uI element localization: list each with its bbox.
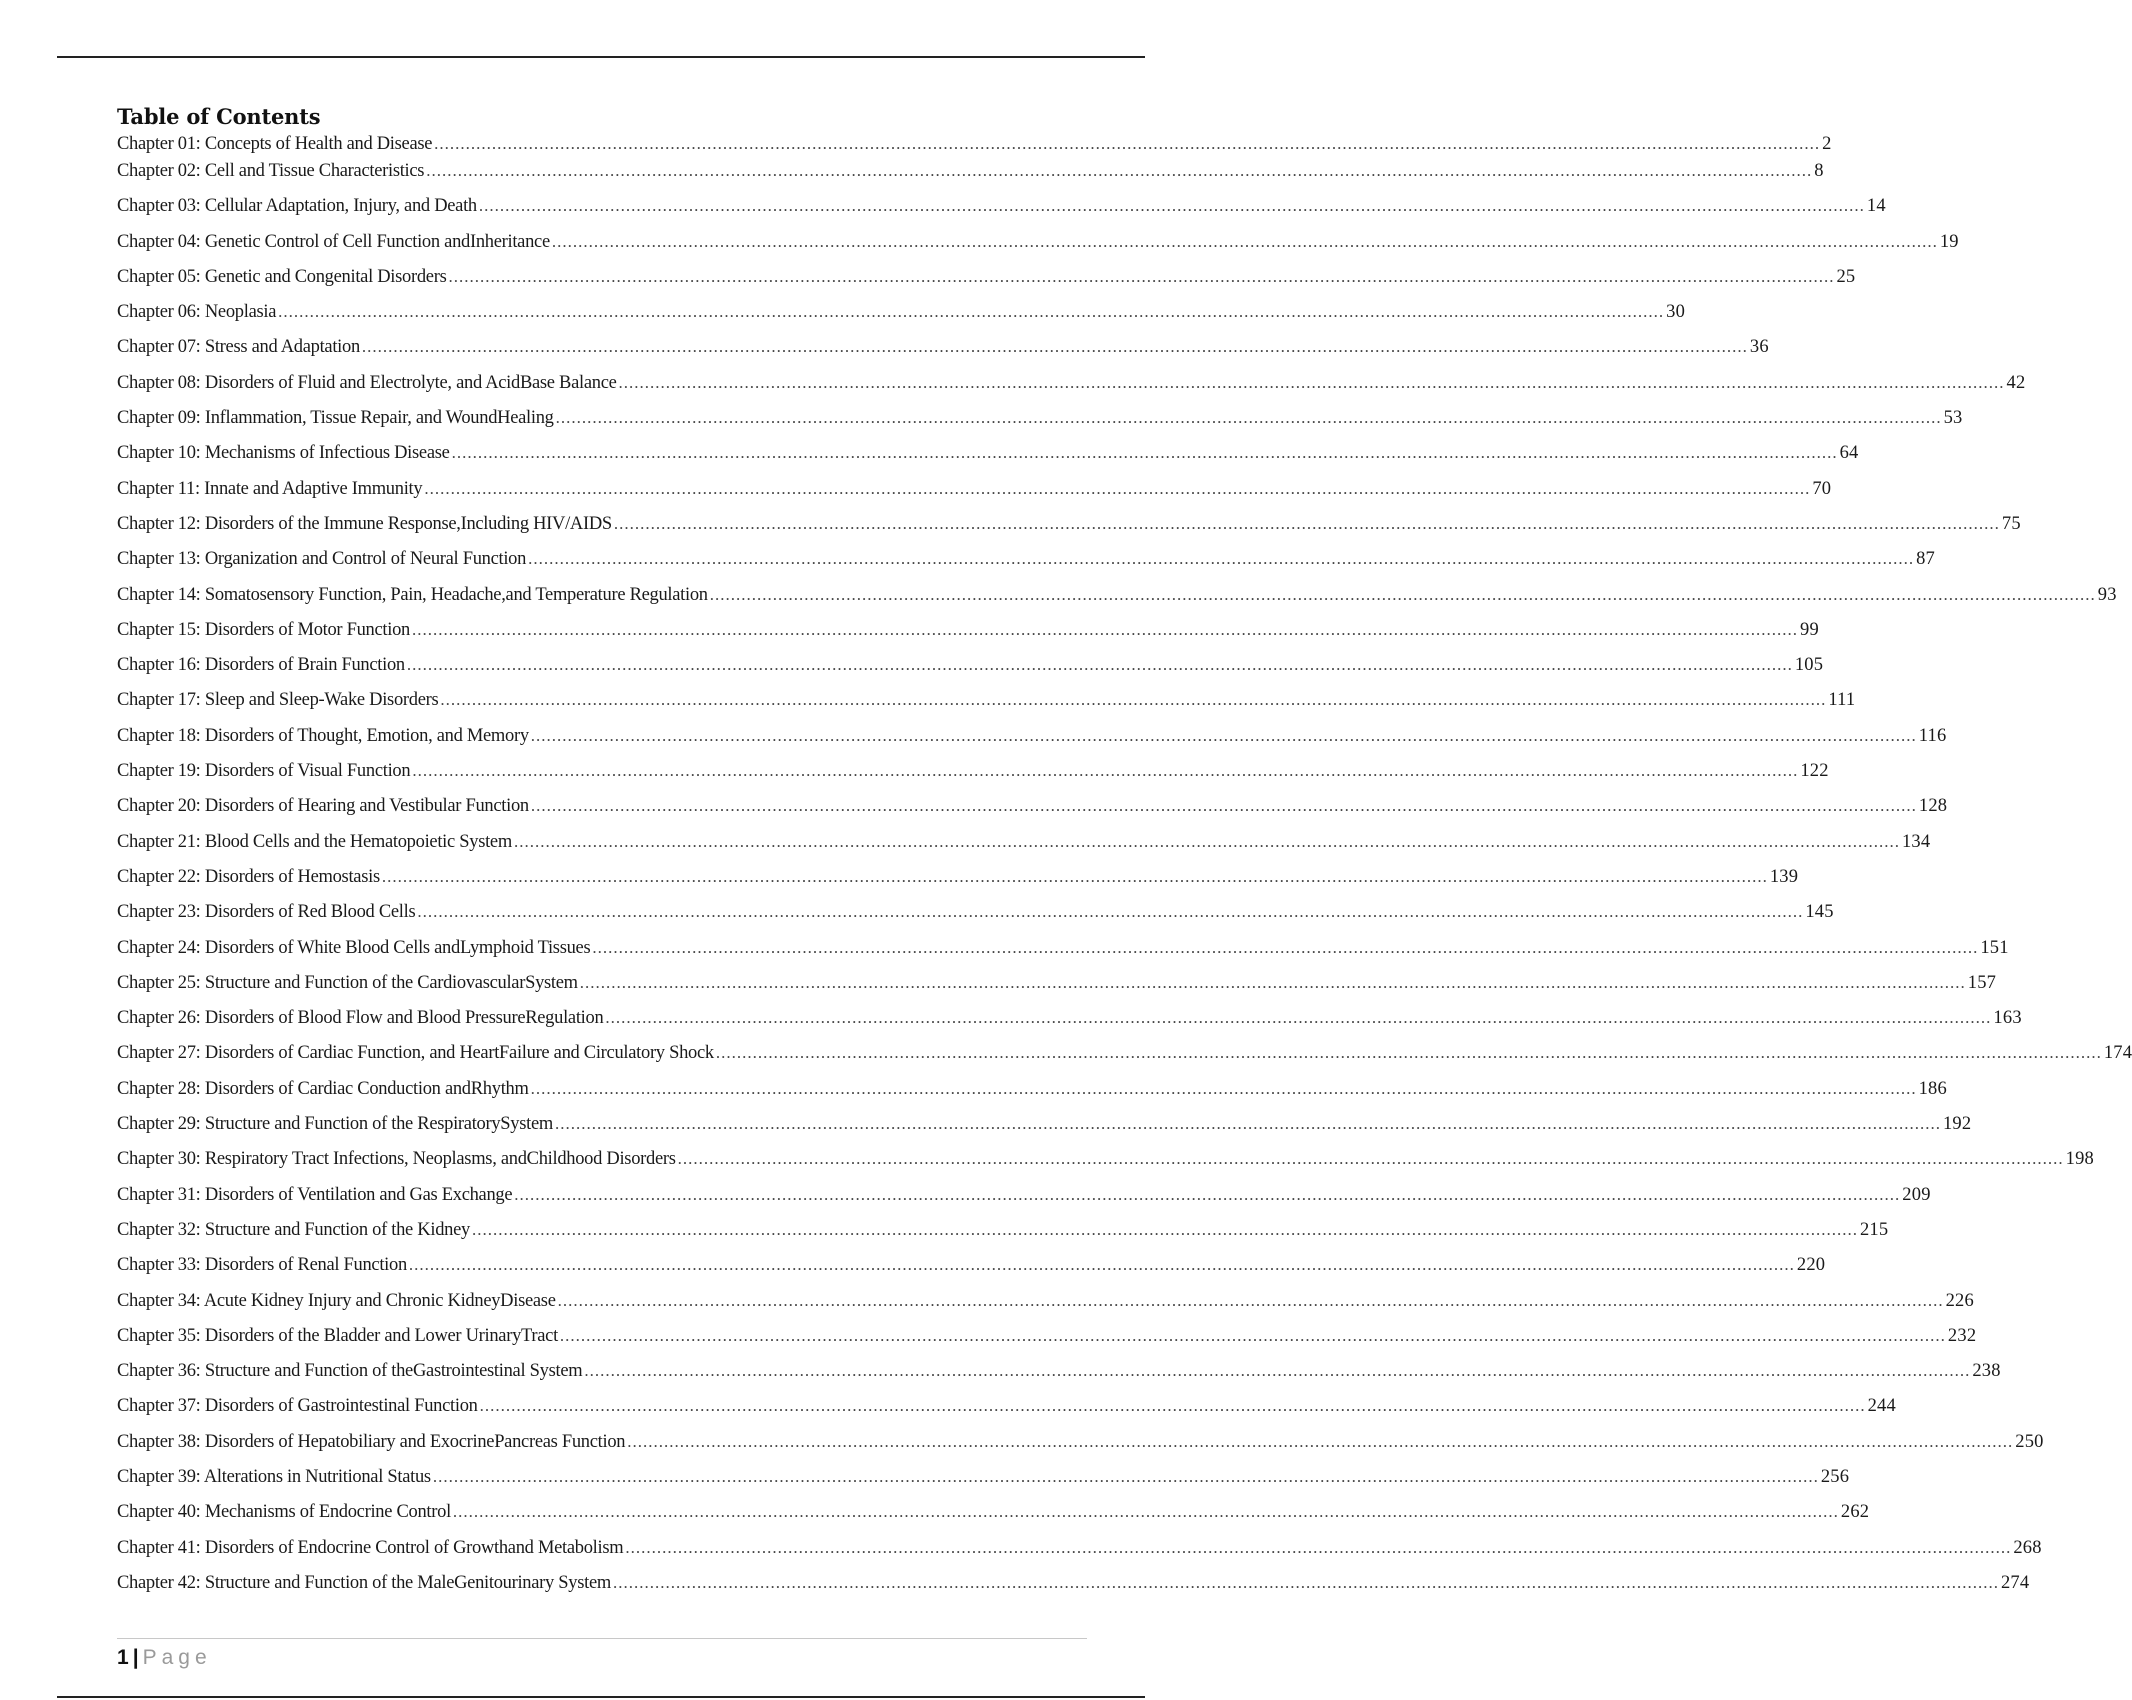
footer-page-label: Page: [142, 1646, 212, 1669]
toc-entry[interactable]: [117, 545, 1935, 580]
toc-dot-leader: [472, 1216, 1858, 1244]
header-rule: [57, 56, 1145, 58]
toc-entry[interactable]: [117, 1498, 1870, 1533]
toc-entry-page: 186: [1918, 1078, 1947, 1099]
toc-entry-page: 64: [1839, 443, 1859, 464]
toc-entry-page: 25: [1836, 266, 1856, 287]
toc-entry-page: 163: [1993, 1008, 2022, 1029]
toc-dot-leader: [453, 1498, 1839, 1526]
toc-entry[interactable]: [117, 722, 1947, 757]
toc-entry-label: Chapter 23: Disorders of Red Blood Cells: [117, 902, 416, 923]
toc-dot-leader: [452, 439, 1838, 467]
toc-entry-label: Chapter 31: Disorders of Ventilation and Gas Exchange: [117, 1184, 513, 1205]
toc-entry[interactable]: [117, 130, 1832, 157]
toc-entry[interactable]: [117, 1357, 2001, 1392]
toc-entry[interactable]: [117, 228, 1959, 263]
toc-entry-page: 128: [1918, 796, 1948, 817]
toc-dot-leader: [448, 263, 1834, 291]
toc-dot-leader: [531, 792, 1917, 820]
toc-entry-label: Chapter 37: Disorders of Gastrointestinal Function: [117, 1396, 478, 1417]
toc-entry-label: Chapter 17: Sleep and Sleep-Wake Disorders: [117, 690, 439, 711]
toc-dot-leader: [412, 757, 1798, 785]
toc-entry[interactable]: [117, 475, 1832, 510]
toc-entry[interactable]: [117, 651, 1824, 686]
toc-entry[interactable]: [117, 1039, 2132, 1074]
toc-entry[interactable]: [117, 1004, 2022, 1039]
toc-title: Table of Contents: [117, 104, 321, 129]
toc-dot-leader: [580, 969, 1966, 997]
toc-dot-leader: [584, 1357, 1970, 1385]
toc-entry-label: Chapter 18: Disorders of Thought, Emotion, and Memory: [117, 725, 529, 746]
toc-dot-leader: [382, 863, 1768, 891]
toc-entry-label: Chapter 11: Innate and Adaptive Immunity: [117, 478, 423, 499]
toc-dot-leader: [514, 828, 1900, 856]
toc-entry-page: 105: [1794, 655, 1824, 676]
toc-dot-leader: [531, 722, 1917, 750]
toc-entry[interactable]: [117, 1110, 1972, 1145]
toc-entry-label: Chapter 27: Disorders of Cardiac Function, and HeartFailure and Circulatory Shock: [117, 1043, 714, 1064]
toc-dot-leader: [278, 298, 1664, 326]
toc-dot-leader: [619, 369, 2005, 397]
toc-entry-label: Chapter 13: Organization and Control of Neural Function: [117, 549, 527, 570]
toc-entry-page: 2: [1822, 134, 1832, 154]
bottom-rule: [57, 1696, 1145, 1698]
toc-entry-page: 226: [1945, 1290, 1974, 1311]
toc-dot-leader: [710, 581, 2096, 609]
toc-entry-label: Chapter 08: Disorders of Fluid and Electrolyte, and AcidBase Balance: [117, 372, 617, 393]
toc-entry-page: 244: [1867, 1396, 1896, 1417]
toc-dot-leader: [625, 1534, 2011, 1562]
toc-entry-label: Chapter 40: Mechanisms of Endocrine Control: [117, 1502, 451, 1523]
toc-entry[interactable]: [117, 934, 2009, 969]
toc-entry[interactable]: [117, 792, 1948, 827]
toc-entry-page: 93: [2097, 584, 2117, 605]
toc-entry[interactable]: [117, 1181, 1931, 1216]
toc-dot-leader: [556, 404, 1942, 432]
toc-entry-page: 36: [1749, 337, 1769, 358]
toc-entry[interactable]: [117, 898, 1834, 933]
toc-entry[interactable]: [117, 263, 1856, 298]
toc-list: [117, 130, 2132, 1604]
toc-dot-leader: [552, 228, 1938, 256]
toc-entry-label: Chapter 19: Disorders of Visual Function: [117, 761, 411, 782]
toc-dot-leader: [424, 475, 1810, 503]
toc-entry[interactable]: [117, 333, 1769, 368]
toc-entry[interactable]: [117, 192, 1886, 227]
toc-entry-label: Chapter 32: Structure and Function of the Kidney: [117, 1219, 470, 1240]
toc-entry-label: Chapter 01: Concepts of Health and Disease: [117, 134, 433, 154]
toc-entry-page: 139: [1769, 866, 1799, 887]
toc-entry-label: Chapter 14: Somatosensory Function, Pain, Headache,and Temperature Regulation: [117, 584, 708, 605]
toc-entry-page: 274: [2000, 1572, 2030, 1593]
page-footer: [117, 1645, 212, 1671]
toc-dot-leader: [716, 1039, 2102, 1067]
toc-entry-label: Chapter 34: Acute Kidney Injury and Chronic KidneyDisease: [117, 1290, 556, 1311]
toc-entry-page: 268: [2013, 1537, 2042, 1558]
toc-entry-label: Chapter 33: Disorders of Renal Function: [117, 1255, 407, 1276]
toc-entry-label: Chapter 35: Disorders of the Bladder and Lower UrinaryTract: [117, 1325, 558, 1346]
toc-entry[interactable]: [117, 863, 1799, 898]
toc-entry[interactable]: [117, 828, 1931, 863]
toc-dot-leader: [412, 616, 1798, 644]
footer-separator: |: [132, 1646, 139, 1669]
toc-entry[interactable]: [117, 1287, 1974, 1322]
toc-entry-page: 111: [1828, 690, 1856, 711]
toc-entry[interactable]: [117, 969, 1997, 1004]
toc-dot-leader: [558, 1287, 1944, 1315]
toc-entry-label: Chapter 38: Disorders of Hepatobiliary and ExocrinePancreas Function: [117, 1431, 626, 1452]
footer-page-number: 1: [117, 1646, 129, 1669]
toc-entry-page: 220: [1796, 1255, 1826, 1276]
toc-dot-leader: [613, 1569, 1999, 1597]
toc-dot-leader: [614, 510, 2000, 538]
toc-entry-label: Chapter 15: Disorders of Motor Function: [117, 619, 410, 640]
toc-entry-label: Chapter 36: Structure and Function of theGastrointestinal System: [117, 1361, 583, 1382]
toc-dot-leader: [528, 545, 1914, 573]
toc-entry-label: Chapter 24: Disorders of White Blood Cells andLymphoid Tissues: [117, 937, 591, 958]
toc-entry-page: 8: [1814, 161, 1824, 181]
toc-entry-page: 19: [1939, 231, 1959, 252]
toc-entry-page: 134: [1901, 831, 1931, 852]
toc-entry-label: Chapter 28: Disorders of Cardiac Conduction andRhythm: [117, 1078, 529, 1099]
toc-entry[interactable]: [117, 439, 1859, 474]
toc-entry[interactable]: [117, 616, 1819, 651]
toc-dot-leader: [407, 651, 1793, 679]
toc-entry-page: 122: [1800, 761, 1829, 782]
toc-entry-label: Chapter 06: Neoplasia: [117, 302, 277, 323]
toc-entry-label: Chapter 02: Cell and Tissue Characteristics: [117, 161, 425, 181]
toc-entry-label: Chapter 09: Inflammation, Tissue Repair, and WoundHealing: [117, 408, 554, 429]
toc-entry-label: Chapter 04: Genetic Control of Cell Function andInheritance: [117, 231, 550, 252]
toc-entry-page: 256: [1820, 1466, 1850, 1487]
toc-dot-leader: [555, 1110, 1941, 1138]
toc-entry[interactable]: [117, 404, 1963, 439]
toc-entry-page: 145: [1805, 902, 1834, 923]
toc-dot-leader: [627, 1428, 2013, 1456]
toc-entry-page: 151: [1980, 937, 2009, 958]
toc-dot-leader: [434, 130, 1820, 158]
toc-entry[interactable]: [117, 1534, 2042, 1569]
toc-entry-label: Chapter 39: Alterations in Nutritional Status: [117, 1466, 431, 1487]
toc-entry-page: 262: [1840, 1502, 1870, 1523]
toc-entry-page: 30: [1666, 302, 1686, 323]
toc-entry-label: Chapter 26: Disorders of Blood Flow and Blood PressureRegulation: [117, 1008, 604, 1029]
toc-entry-label: Chapter 03: Cellular Adaptation, Injury, and Death: [117, 196, 477, 217]
toc-entry-page: 99: [1800, 619, 1819, 640]
toc-entry[interactable]: [117, 1216, 1889, 1251]
toc-entry[interactable]: [117, 1463, 1850, 1498]
toc-entry-label: Chapter 21: Blood Cells and the Hematopoietic System: [117, 831, 512, 852]
toc-dot-leader: [514, 1181, 1900, 1209]
toc-entry-page: 70: [1812, 478, 1832, 499]
toc-entry-page: 157: [1967, 972, 1997, 993]
toc-dot-leader: [409, 1251, 1795, 1279]
toc-entry-page: 174: [2103, 1043, 2132, 1064]
toc-dot-leader: [362, 333, 1748, 361]
toc-dot-leader: [678, 1145, 2064, 1173]
toc-entry-label: Chapter 07: Stress and Adaptation: [117, 337, 360, 358]
toc-entry-label: Chapter 16: Disorders of Brain Function: [117, 655, 405, 676]
toc-entry[interactable]: [117, 581, 2117, 616]
toc-entry-page: 232: [1947, 1325, 1977, 1346]
toc-dot-leader: [560, 1322, 1946, 1350]
toc-entry-page: 116: [1918, 725, 1947, 746]
toc-entry[interactable]: [117, 1251, 1826, 1286]
toc-entry-page: 87: [1916, 549, 1935, 570]
toc-entry[interactable]: [117, 1428, 2044, 1463]
toc-dot-leader: [417, 898, 1803, 926]
toc-entry[interactable]: [117, 1075, 1947, 1110]
toc-entry-label: Chapter 41: Disorders of Endocrine Control of Growthand Metabolism: [117, 1537, 624, 1558]
footer-rule: [117, 1638, 1087, 1639]
toc-entry[interactable]: [117, 1322, 1977, 1357]
toc-entry[interactable]: [117, 369, 2026, 404]
toc-dot-leader: [426, 157, 1812, 185]
toc-entry-page: 215: [1859, 1219, 1889, 1240]
toc-entry[interactable]: [117, 298, 1686, 333]
toc-entry-label: Chapter 42: Structure and Function of the MaleGenitourinary System: [117, 1572, 611, 1593]
table-of-contents: [117, 104, 2132, 1604]
toc-entry-label: Chapter 05: Genetic and Congenital Disorders: [117, 266, 447, 287]
toc-entry-page: 209: [1902, 1184, 1931, 1205]
toc-dot-leader: [433, 1463, 1819, 1491]
toc-entry-label: Chapter 30: Respiratory Tract Infections, Neoplasms, andChildhood Disorders: [117, 1149, 676, 1170]
toc-entry-page: 42: [2006, 372, 2026, 393]
toc-entry-page: 53: [1943, 408, 1963, 429]
toc-entry-label: Chapter 20: Disorders of Hearing and Vestibular Function: [117, 796, 529, 817]
toc-entry-label: Chapter 22: Disorders of Hemostasis: [117, 866, 380, 887]
toc-entry-page: 238: [1972, 1361, 2001, 1382]
toc-entry-label: Chapter 29: Structure and Function of the RespiratorySystem: [117, 1114, 553, 1135]
toc-entry[interactable]: [117, 686, 1856, 721]
toc-dot-leader: [440, 686, 1826, 714]
toc-entry-label: Chapter 10: Mechanisms of Infectious Disease: [117, 443, 450, 464]
toc-entry[interactable]: [117, 1145, 2094, 1180]
toc-dot-leader: [479, 192, 1865, 220]
toc-entry-page: 192: [1942, 1114, 1972, 1135]
toc-entry-page: 75: [2001, 513, 2021, 534]
toc-entry[interactable]: [117, 1392, 1896, 1427]
toc-entry-page: 198: [2065, 1149, 2094, 1170]
toc-entry[interactable]: [117, 157, 1824, 192]
toc-entry-label: Chapter 12: Disorders of the Immune Response,Including HIV/AIDS: [117, 513, 612, 534]
toc-dot-leader: [480, 1392, 1866, 1420]
toc-entry[interactable]: [117, 1569, 2030, 1604]
toc-entry-page: 250: [2015, 1431, 2044, 1452]
toc-entry[interactable]: [117, 510, 2021, 545]
toc-entry[interactable]: [117, 757, 1829, 792]
toc-dot-leader: [531, 1075, 1917, 1103]
toc-entry-label: Chapter 25: Structure and Function of the CardiovascularSystem: [117, 972, 578, 993]
toc-dot-leader: [605, 1004, 1991, 1032]
toc-dot-leader: [592, 934, 1978, 962]
toc-entry-page: 14: [1866, 196, 1886, 217]
